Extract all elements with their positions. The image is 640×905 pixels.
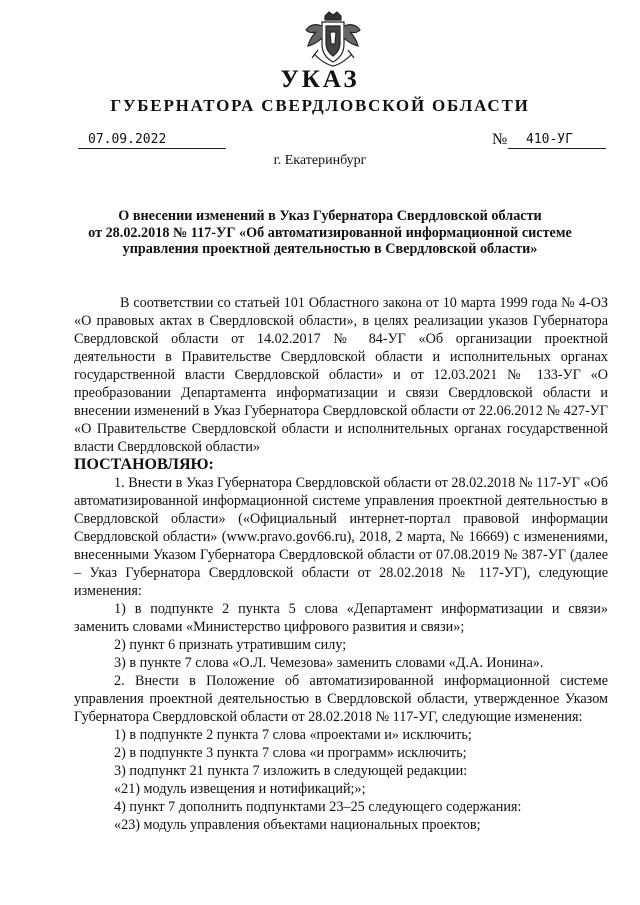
heading-line: О внесении изменений в Указ Губернатора Свердловской области <box>118 208 542 224</box>
document-city: г. Екатеринбург <box>273 153 367 168</box>
body-paragraph: 2. Внести в Положение об автоматизированной информационной системе управления проектной деятельностью в Свердловской области, утвержденное Указом Губернатора Свердловской области от 28.02.2018 № 117-УГ, следующие изменения: <box>74 673 608 725</box>
number-label: № <box>492 131 508 148</box>
preamble-paragraph: В соответствии со статьей 101 Областного закона от 10 марта 1999 года № 4-ОЗ «О правовых актах в Свердловской области», в целях реализации указов Губернатора Свердловской области от 14.02.2017 № 84-УГ «Об организации проектной деятельности в Правительстве Свердловской области и исполнительных органах государственной власти Свердловской области» и от 12.03.2021 № 133-УГ «О преобразовании Департамента информатизации и связи Свердловской области и внесении изменений в Указ Губернатора Свердловской области от 22.06.2012 № 427-УГ «О Правительстве Свердловской области и исполнительных органах государственной власти Свердловской области» <box>74 295 608 455</box>
decree-word: ПОСТАНОВЛЯЮ: <box>74 456 214 473</box>
body-paragraph: 1) в подпункте 2 пункта 7 слова «проектами и» исключить; <box>114 727 472 743</box>
document-title: УКАЗ <box>280 66 360 93</box>
body-paragraph: 2) пункт 6 признать утратившим силу; <box>114 637 347 653</box>
body-paragraph: 3) в пункте 7 слова «О.Л. Чемезова» заменить словами «Д.А. Ионина». <box>114 655 544 671</box>
document-subtitle: ГУБЕРНАТОРА СВЕРДЛОВСКОЙ ОБЛАСТИ <box>110 96 530 115</box>
heading-line: от 28.02.2018 № 117-УГ «Об автоматизированной информационной системе <box>88 224 572 241</box>
document-body <box>74 294 608 834</box>
document-date-field <box>78 132 226 149</box>
body-paragraph: 1) в подпункте 2 пункта 5 слова «Департамент информатизации и связи» заменить словами «Министерство цифрового развития и связи»; <box>74 601 608 635</box>
document-number-field <box>508 132 606 149</box>
document-heading <box>60 208 600 258</box>
body-paragraph: «21) модуль извещения и нотификаций;»; <box>114 781 366 797</box>
body-paragraph: 2) в подпункте 3 пункта 7 слова «и программ» исключить; <box>114 745 467 761</box>
heading-line: управления проектной деятельностью в Свердловской области» <box>122 241 538 257</box>
document-number: 410-УГ <box>526 132 573 147</box>
document-date: 07.09.2022 <box>88 132 167 147</box>
body-paragraph: 4) пункт 7 дополнить подпунктами 23–25 следующего содержания: <box>114 799 522 815</box>
body-paragraph: «23) модуль управления объектами национальных проектов; <box>114 817 481 833</box>
coat-of-arms-icon <box>300 10 366 70</box>
body-paragraph: 1. Внести в Указ Губернатора Свердловской области от 28.02.2018 № 117-УГ «Об автоматизированной информационной системе управления проектной деятельностью в Свердловской области» («Официальный интернет-портал правовой информации Свердловской области» (www.pravo.gov66.ru), 2018, 2 марта, № 16669) с изменениями, внесенными Указом Губернатора Свердловской области от 07.08.2019 № 387-УГ (далее – Указ Губернатора Свердловской области от 28.02.2018 № 117-УГ), следующие изменения: <box>74 475 608 599</box>
body-paragraph: 3) подпункт 21 пункта 7 изложить в следующей редакции: <box>114 763 468 779</box>
